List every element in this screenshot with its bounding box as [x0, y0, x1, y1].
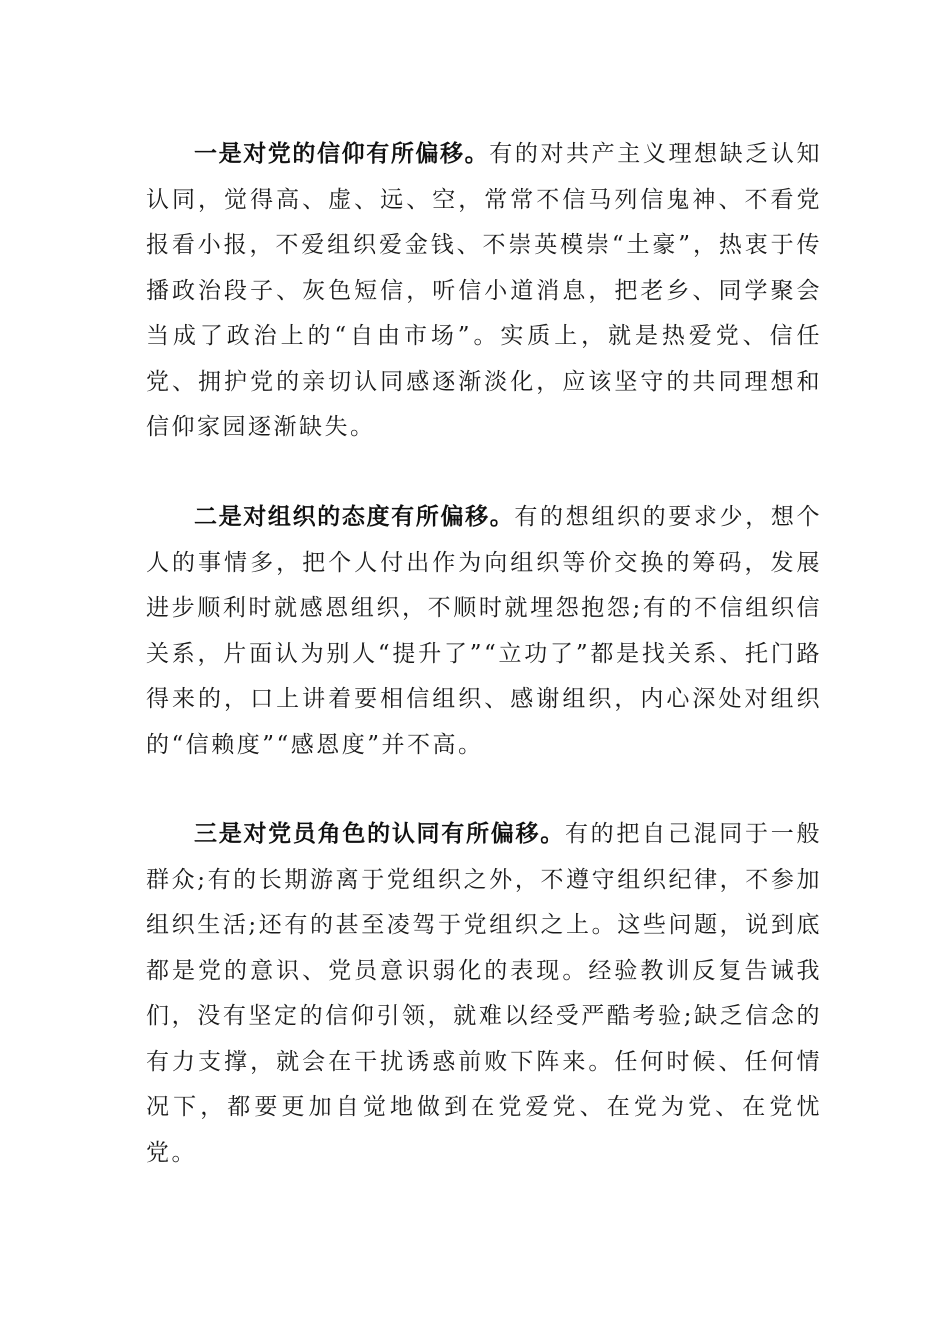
paragraph-1-body: 有的对共产主义理想缺乏认知认同，觉得高、虚、远、空，常常不信马列信鬼神、不看党报看小报，不爱组织爱金钱、不崇英模崇“土豪”，热衷于传播政治段子、灰色短信，听信小道消息，把老乡、同学聚会当成了政治上的“自由市场”。实质上，就是热爱党、信任党、拥护党的亲切认同感逐渐淡化，应该坚守的共同理想和信仰家园逐渐缺失。 — [146, 141, 823, 440]
paragraph-1 — [146, 132, 822, 451]
paragraph-3-lead: 三是对党员角色的认同有所偏移。 — [194, 821, 565, 847]
paragraph-1-lead: 一是对党的信仰有所偏移。 — [194, 141, 490, 167]
paragraph-2 — [146, 495, 822, 768]
paragraph-3-body: 有的把自己混同于一般群众;有的长期游离于党组织之外，不遵守组织纪律，不参加组织生活;还有的甚至凌驾于党组织之上。这些问题，说到底都是党的意识、党员意识弱化的表现。经验教训反复告诫我们，没有坚定的信仰引领，就难以经受严酷考验;缺乏信念的有力支撑，就会在干扰诱惑前败下阵来。任何时候、任何情况下，都要更加自觉地做到在党爱党、在党为党、在党忧党。 — [146, 821, 823, 1166]
paragraph-3 — [146, 812, 822, 1176]
paragraph-2-body: 有的想组织的要求少，想个人的事情多，把个人付出作为向组织等价交换的筹码，发展进步顺利时就感恩组织，不顺时就埋怨抱怨;有的不信组织信关系，片面认为别人“提升了”“立功了”都是找关系、托门路得来的，口上讲着要相信组织、感谢组织，内心深处对组织的“信赖度”“感恩度”并不高。 — [146, 504, 823, 758]
paragraph-2-lead: 二是对组织的态度有所偏移。 — [194, 504, 515, 530]
